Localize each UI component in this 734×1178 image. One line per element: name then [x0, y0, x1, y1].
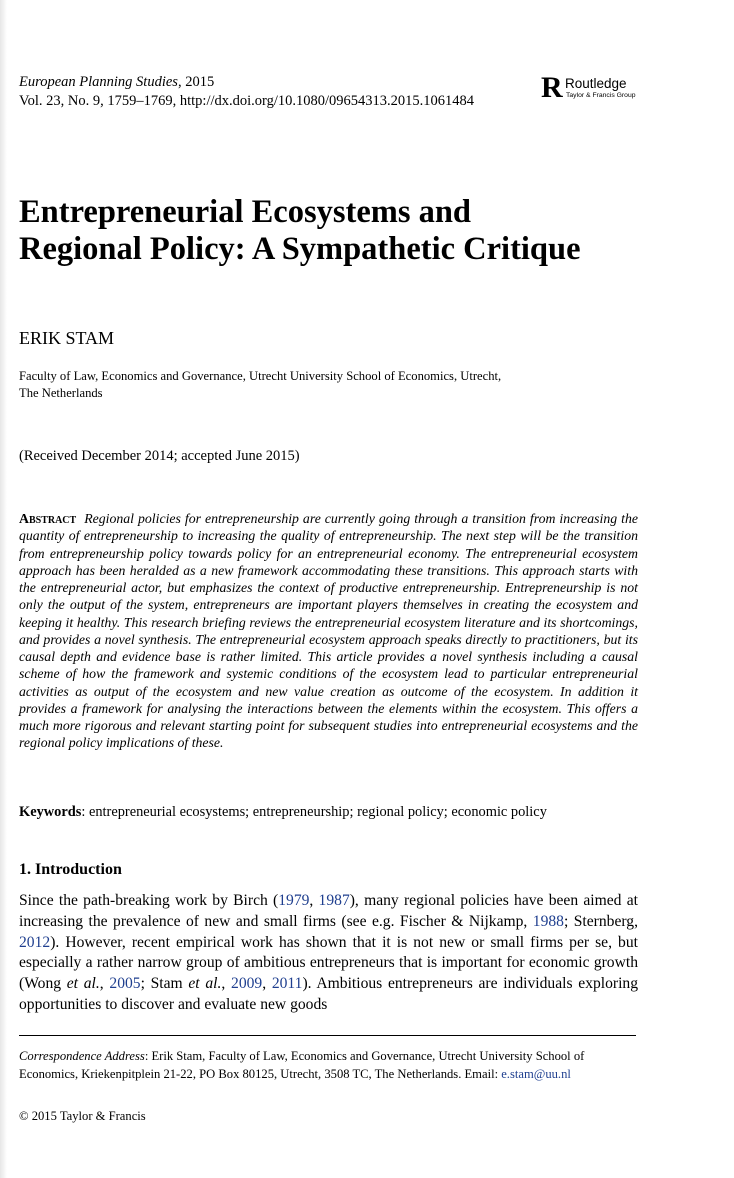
- journal-citation: Vol. 23, No. 9, 1759–1769, http://dx.doi.org/10.1080/09654313.2015.1061484: [19, 93, 475, 109]
- routledge-r-mark: R: [541, 71, 563, 104]
- intro-text: ,: [262, 975, 272, 993]
- section-heading-introduction: 1. Introduction: [19, 861, 122, 878]
- intro-text: ; Stam: [140, 975, 189, 993]
- publisher-name: Routledge: [565, 76, 627, 91]
- intro-text: ). However, recent empirical work has shown that it is not new or small firms per se, but especially a rather narrow group of ambitious entrepreneurs that is important for economic growth (Wong: [19, 933, 638, 993]
- title-line-2: Regional Policy: A Sympathetic Critique: [19, 231, 581, 267]
- citation-link[interactable]: 1979: [278, 892, 310, 909]
- intro-text: ; Sternberg,: [563, 912, 638, 930]
- affiliation-line-2: The Netherlands: [19, 386, 103, 400]
- abstract-label: Abstract: [19, 511, 77, 526]
- citation-link[interactable]: 1988: [532, 912, 564, 930]
- affiliation-line-1: Faculty of Law, Economics and Governance, Utrecht University School of Economics, Utrecht,: [19, 369, 502, 383]
- citation-link[interactable]: 1987: [318, 892, 350, 909]
- intro-text: ), many regional policies have been aimed at increasing the prevalence of new and small firms (see e.g. Fischer & Nijkamp,: [19, 892, 638, 930]
- journal-year: , 2015: [177, 74, 215, 90]
- abstract-text: Regional policies for entrepreneurship are currently going through a transition from increasing the quantity of entrepreneurship to increasing the quality of entrepreneurship. The next step will be the transition from entrepreneurship policy towards policy for an entrepreneurial economy. The entrepreneurial ecosystem approach has been heralded as a new framework accommodating these transitions. This approach starts with the entrepreneurial actor, but emphasizes the context of productive entrepreneurship. Entrepreneurship is not only the output of the system, entrepreneurs are important players themselves in creating the ecosystem and keeping it healthy. This research briefing reviews the entrepreneurial ecosystem literature and its shortcomings, and provides a novel synthesis. The entrepreneurial ecosystem approach speaks directly to practitioners, but its causal depth and evidence base is rather limited. This article provides a novel synthesis including a causal scheme of how the framework and systemic conditions of the ecosystem lead to particular entrepreneurial activities as output of the ecosystem and new value creation as outcome of the ecosystem. In addition it provides a framework for analysing the interactions between the elements within the ecosystem. This offers a much more rigorous and relevant starting point for subsequent studies into entrepreneurial ecosystems and the regional policy implications of these.: [19, 511, 638, 751]
- journal-name: European Planning Studies: [19, 74, 178, 90]
- correspondence-footnote: [19, 1047, 638, 1083]
- keywords-text: : entrepreneurial ecosystems; entrepreneurship; regional policy; economic policy: [81, 804, 547, 820]
- author-affiliation: [19, 368, 639, 402]
- page-edge-shadow: [0, 0, 7, 1178]
- intro-text: ,: [99, 975, 110, 993]
- publisher-subtitle: Taylor & Francis Group: [566, 92, 636, 99]
- citation-link[interactable]: 2009: [231, 975, 263, 993]
- abstract: [19, 510, 638, 752]
- email-link[interactable]: e.stam@uu.nl: [501, 1067, 571, 1081]
- journal-name-line: [19, 73, 474, 92]
- keywords: [19, 803, 547, 821]
- intro-text: ). Ambitious entrepreneurs are individuals exploring opportunities to discover and evaluate new goods: [19, 975, 639, 1013]
- author-name: ERIK STAM: [19, 328, 115, 348]
- intro-text: ,: [309, 892, 319, 909]
- citation-link[interactable]: 2005: [109, 975, 141, 993]
- et-al: et al.: [66, 975, 100, 993]
- routledge-logo: [541, 71, 641, 104]
- citation-link[interactable]: 2012: [19, 933, 51, 951]
- copyright-notice: © 2015 Taylor & Francis: [19, 1109, 146, 1123]
- intro-text: Since the path-breaking work by Birch (: [19, 892, 279, 909]
- citation-link[interactable]: 2011: [271, 975, 303, 993]
- keywords-label: Keywords: [19, 804, 82, 820]
- footnote-divider: [19, 1035, 636, 1036]
- journal-header: [19, 73, 474, 111]
- intro-text: ,: [221, 975, 232, 993]
- footnote-text: : Erik Stam, Faculty of Law, Economics and Governance, Utrecht University School of Economics, Kriekenpitplein 21-22, PO Box 80125, Utrecht, 3508 TC, The Netherlands. Email:: [19, 1049, 585, 1081]
- et-al: et al.: [188, 975, 222, 993]
- article-title: [19, 194, 699, 268]
- introduction-paragraph: [19, 891, 638, 1016]
- received-dates: (Received December 2014; accepted June 2015): [19, 448, 300, 464]
- title-line-1: Entrepreneurial Ecosystems and: [19, 194, 472, 230]
- footnote-label: Correspondence Address: [19, 1049, 145, 1063]
